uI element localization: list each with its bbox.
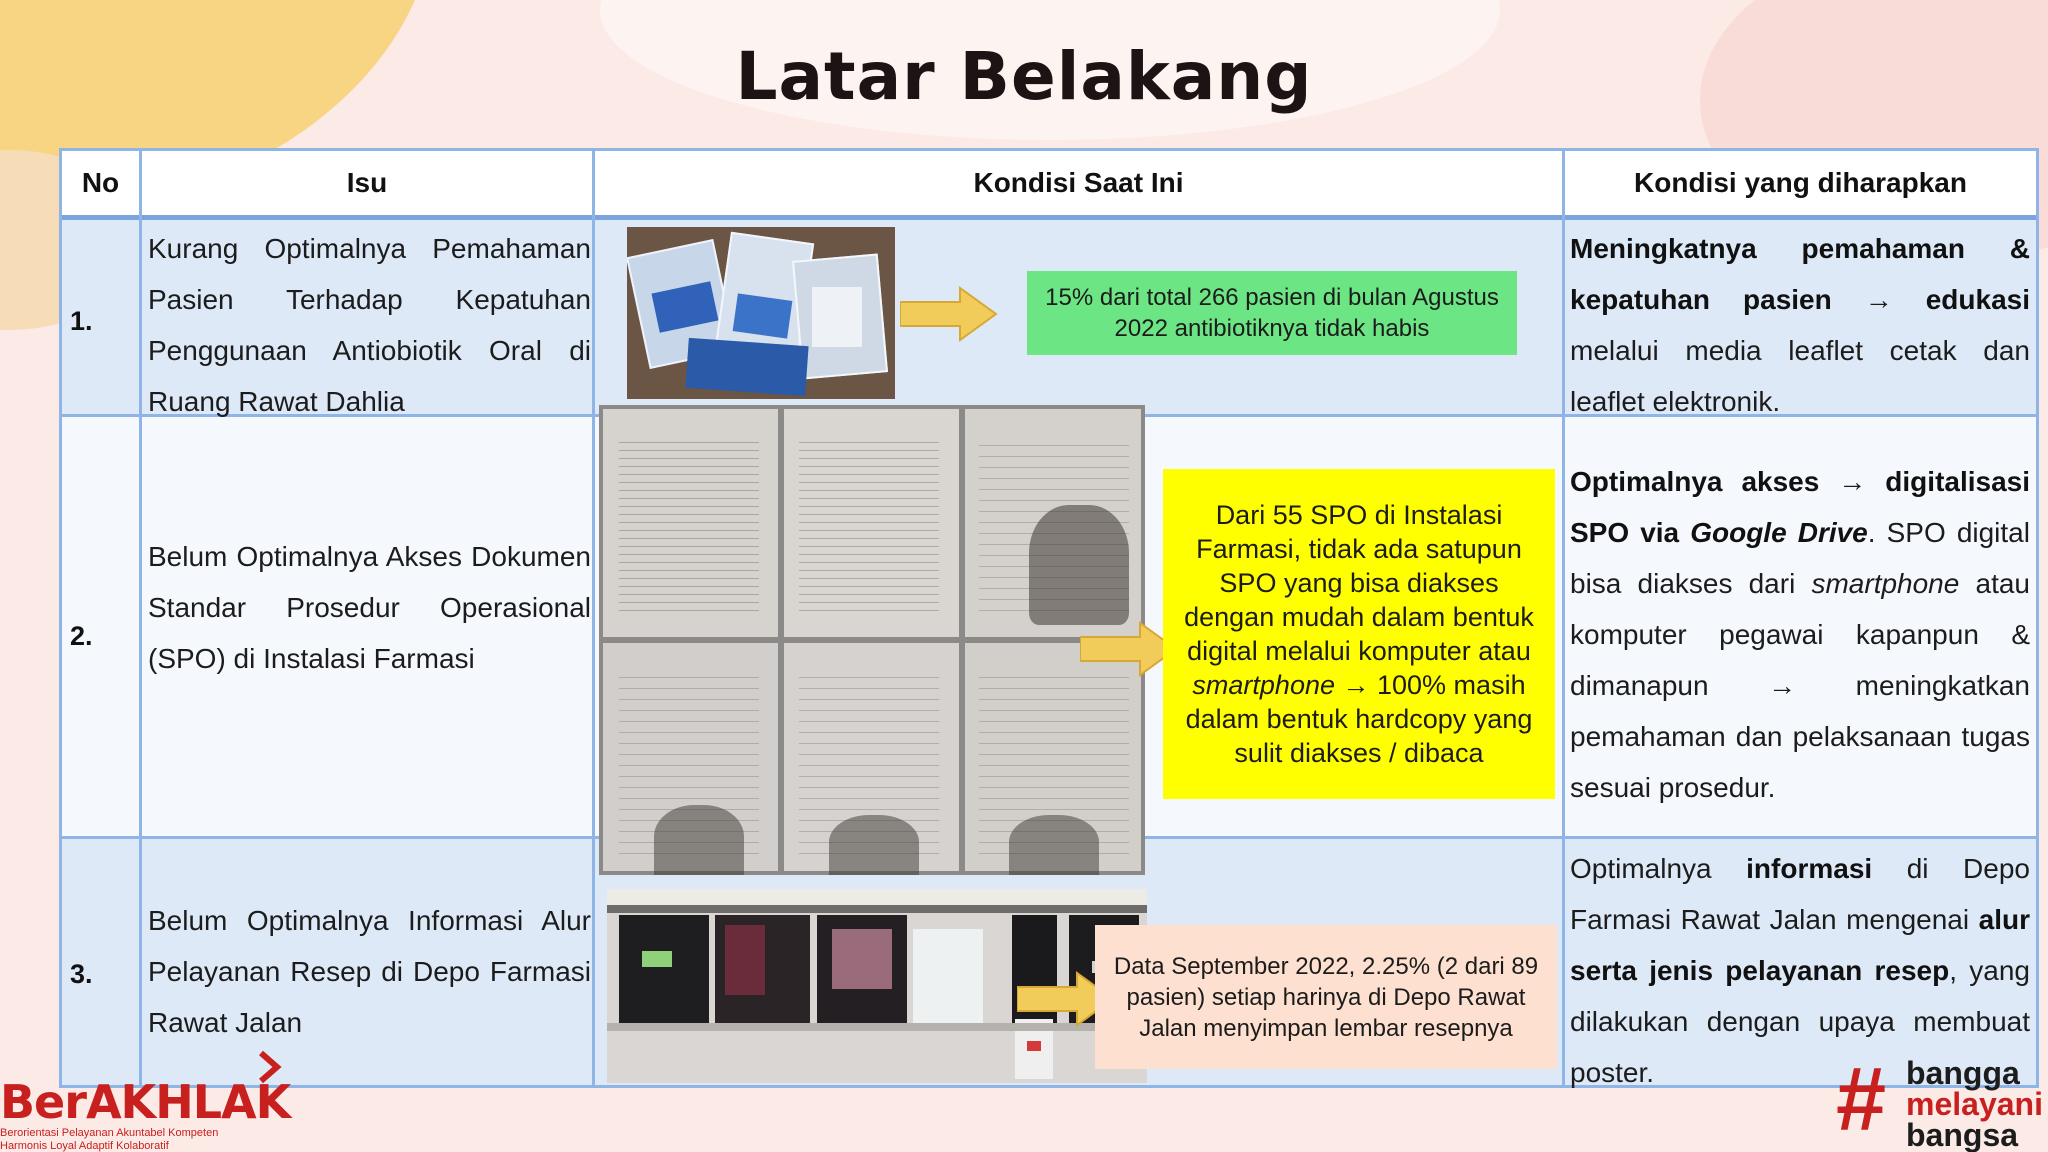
logo-word-bangsa: bangsa [1906, 1117, 2019, 1152]
row-2-issue: Belum Optimalnya Akses Dokumen Standar Prosedur Operasional (SPO) di Instalasi Farmasi [148, 541, 591, 674]
background-table [59, 148, 2039, 1091]
row-2-callout-text-italic: smartphone [1192, 670, 1335, 700]
berakhlak-chevron-icon [255, 1049, 285, 1085]
row-2-callout [1163, 469, 1555, 799]
row-2-expected-text-2: atau komputer pegawai kapanpun & dimanapun → meningkatkan pemahaman dan pelaksanaan tugas sesuai prosedur. [1570, 568, 2030, 803]
col-divider-1 [139, 151, 142, 1085]
row-2-callout-text-b: → 100% masih dalam bentuk hardcopy yang sulit diakses / dibaca [1185, 670, 1533, 768]
col-divider-3 [1562, 151, 1565, 1085]
row-2-expected-text-1: . SPO digital bisa diakses dari [1570, 517, 2030, 599]
hashtag-icon: # [1836, 1050, 1887, 1150]
row-3-expected-bold-2: alur serta jenis pelayanan resep [1570, 904, 2030, 986]
row-1-issue: Kurang Optimalnya Pemahaman Pasien Terhadap Kepatuhan Penggunaan Antiobiotik Oral di Ruang Rawat Dahlia [148, 233, 591, 417]
row-2-expected-bold-2: digitalisasi SPO via [1570, 466, 2031, 548]
logo-word-bangga: bangga [1906, 1055, 2020, 1091]
row-1-callout [1027, 271, 1517, 355]
spo-documents-photo [599, 405, 1145, 875]
row-1-arrow-icon [900, 284, 1000, 344]
row-1-expected-bold-1: Meningkatnya pemahaman & kepatuhan pasien [1570, 233, 2030, 315]
row-1-expected-text: melalui media leaflet cetak dan leaflet elektronik. [1570, 335, 2030, 417]
row-2-expected-arrow: → [1819, 466, 1886, 497]
row-2-expected [1570, 456, 2030, 813]
antibiotic-packets-photo [627, 227, 895, 399]
row-1-expected-arrow: → [1831, 284, 1926, 315]
row-2-callout-text-a: Dari 55 SPO di Instalasi Farmasi, tidak ada satupun SPO yang bisa diakses dengan mudah dalam bentuk digital melalui komputer atau [1184, 500, 1534, 666]
row-2-expected-bold-italic: Google Drive [1690, 517, 1868, 548]
berakhlak-wordmark: BerAKHLAK [0, 1075, 291, 1129]
row-2-callout-text [1183, 498, 1535, 770]
header-isu: Isu [346, 167, 388, 198]
col-divider-2 [592, 151, 595, 1085]
row-3-issue: Belum Optimalnya Informasi Alur Pelayanan Resep di Depo Farmasi Rawat Jalan [148, 905, 591, 1038]
row-1-number: 1. [70, 306, 93, 336]
header-divider [62, 215, 2036, 220]
row-2-expected-italic: smartphone [1811, 568, 1960, 599]
row-2-number: 2. [70, 621, 93, 651]
row-3-expected-text-1: Optimalnya [1570, 853, 1747, 884]
row-3-callout-text: Data September 2022, 2.25% (2 dari 89 pasien) setiap harinya di Depo Rawat Jalan menyimpan lembar resepnya [1113, 952, 1539, 1042]
row-3-expected-text-3: , yang dilakukan dengan upaya membuat poster. [1570, 955, 2031, 1088]
row-3-expected-text-2: di Depo Farmasi Rawat Jalan mengenai [1570, 853, 2030, 935]
row-1-callout-text: 15% dari total 266 pasien di bulan Agustus 2022 antibiotiknya tidak habis [1045, 284, 1499, 342]
berakhlak-tagline-2: Harmonis Loyal Adaptif Kolaboratif [0, 1140, 169, 1152]
row-3-expected-bold-1: informasi [1746, 853, 1873, 884]
bangga-melayani-bangsa-logo [1836, 1050, 2048, 1152]
row-3-callout [1095, 925, 1557, 1069]
row-1-expected [1570, 223, 2030, 427]
row-1-expected-bold-2: edukasi [1925, 284, 2031, 315]
logo-word-melayani: melayani [1906, 1086, 2043, 1122]
slide-title: Latar Belakang [735, 38, 1313, 115]
header-no: No [81, 167, 120, 198]
berakhlak-logo [0, 1075, 291, 1152]
row-2-expected-bold-1: Optimalnya akses [1570, 466, 1820, 497]
row-3-number: 3. [70, 959, 93, 989]
header-kondisi-saat-ini: Kondisi Saat Ini [973, 167, 1184, 198]
berakhlak-tagline-1: Berorientasi Pelayanan Akuntabel Kompeten [0, 1127, 219, 1139]
header-kondisi-diharapkan: Kondisi yang diharapkan [1634, 167, 1967, 198]
